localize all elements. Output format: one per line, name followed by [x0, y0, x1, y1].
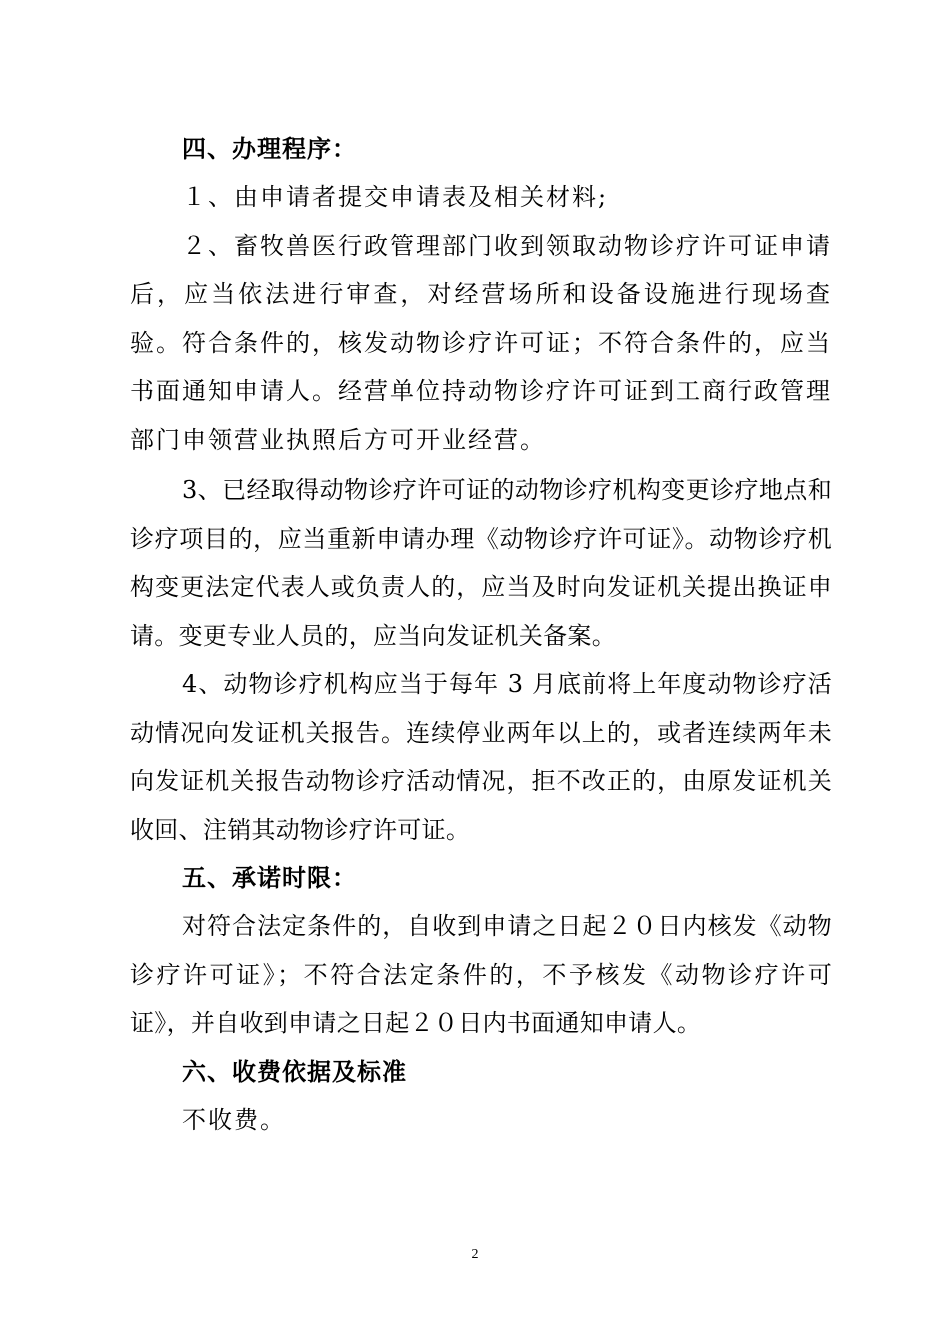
procedure-step-1: １、由申请者提交申请表及相关材料;	[182, 183, 609, 211]
fees-paragraph: 不收费。	[182, 1105, 286, 1134]
section-heading-time-limit: 五、承诺时限：	[182, 864, 357, 892]
section-heading-fees: 六、收费依据及标准	[182, 1057, 407, 1086]
section-heading-procedure: 四、办理程序：	[182, 135, 357, 163]
procedure-step-2: ２、畜牧兽医行政管理部门收到领取动物诊疗许可证申请后，应当依法进行审查，对经营场所和设备设施进行现场查验。符合条件的，核发动物诊疗许可证；不符合条件的，应当书面通知申请人。经营单位持动物诊疗许可证到工商行政管理部门申领营业执照后方可开业经营。	[130, 231, 832, 454]
page-number: 2	[471, 1247, 479, 1262]
procedure-step-3: 3、已经取得动物诊疗许可证的动物诊疗机构变更诊疗地点和诊疗项目的，应当重新申请办理《动物诊疗许可证》。动物诊疗机构变更法定代表人或负责人的，应当及时向发证机关提出换证申请。变更专业人员的，应当向发证机关备案。	[130, 476, 832, 650]
document-body	[130, 125, 832, 1144]
time-limit-paragraph: 对符合法定条件的，自收到申请之日起２０日内核发《动物诊疗许可证》；不符合法定条件的，不予核发《动物诊疗许可证》，并自收到申请之日起２０日内书面通知申请人。	[130, 912, 832, 1037]
procedure-step-4: 4、动物诊疗机构应当于每年 3 月底前将上年度动物诊疗活动情况向发证机关报告。连续停业两年以上的，或者连续两年未向发证机关报告动物诊疗活动情况，拒不改正的，由原发证机关收回、注销其动物诊疗许可证。	[130, 670, 832, 844]
